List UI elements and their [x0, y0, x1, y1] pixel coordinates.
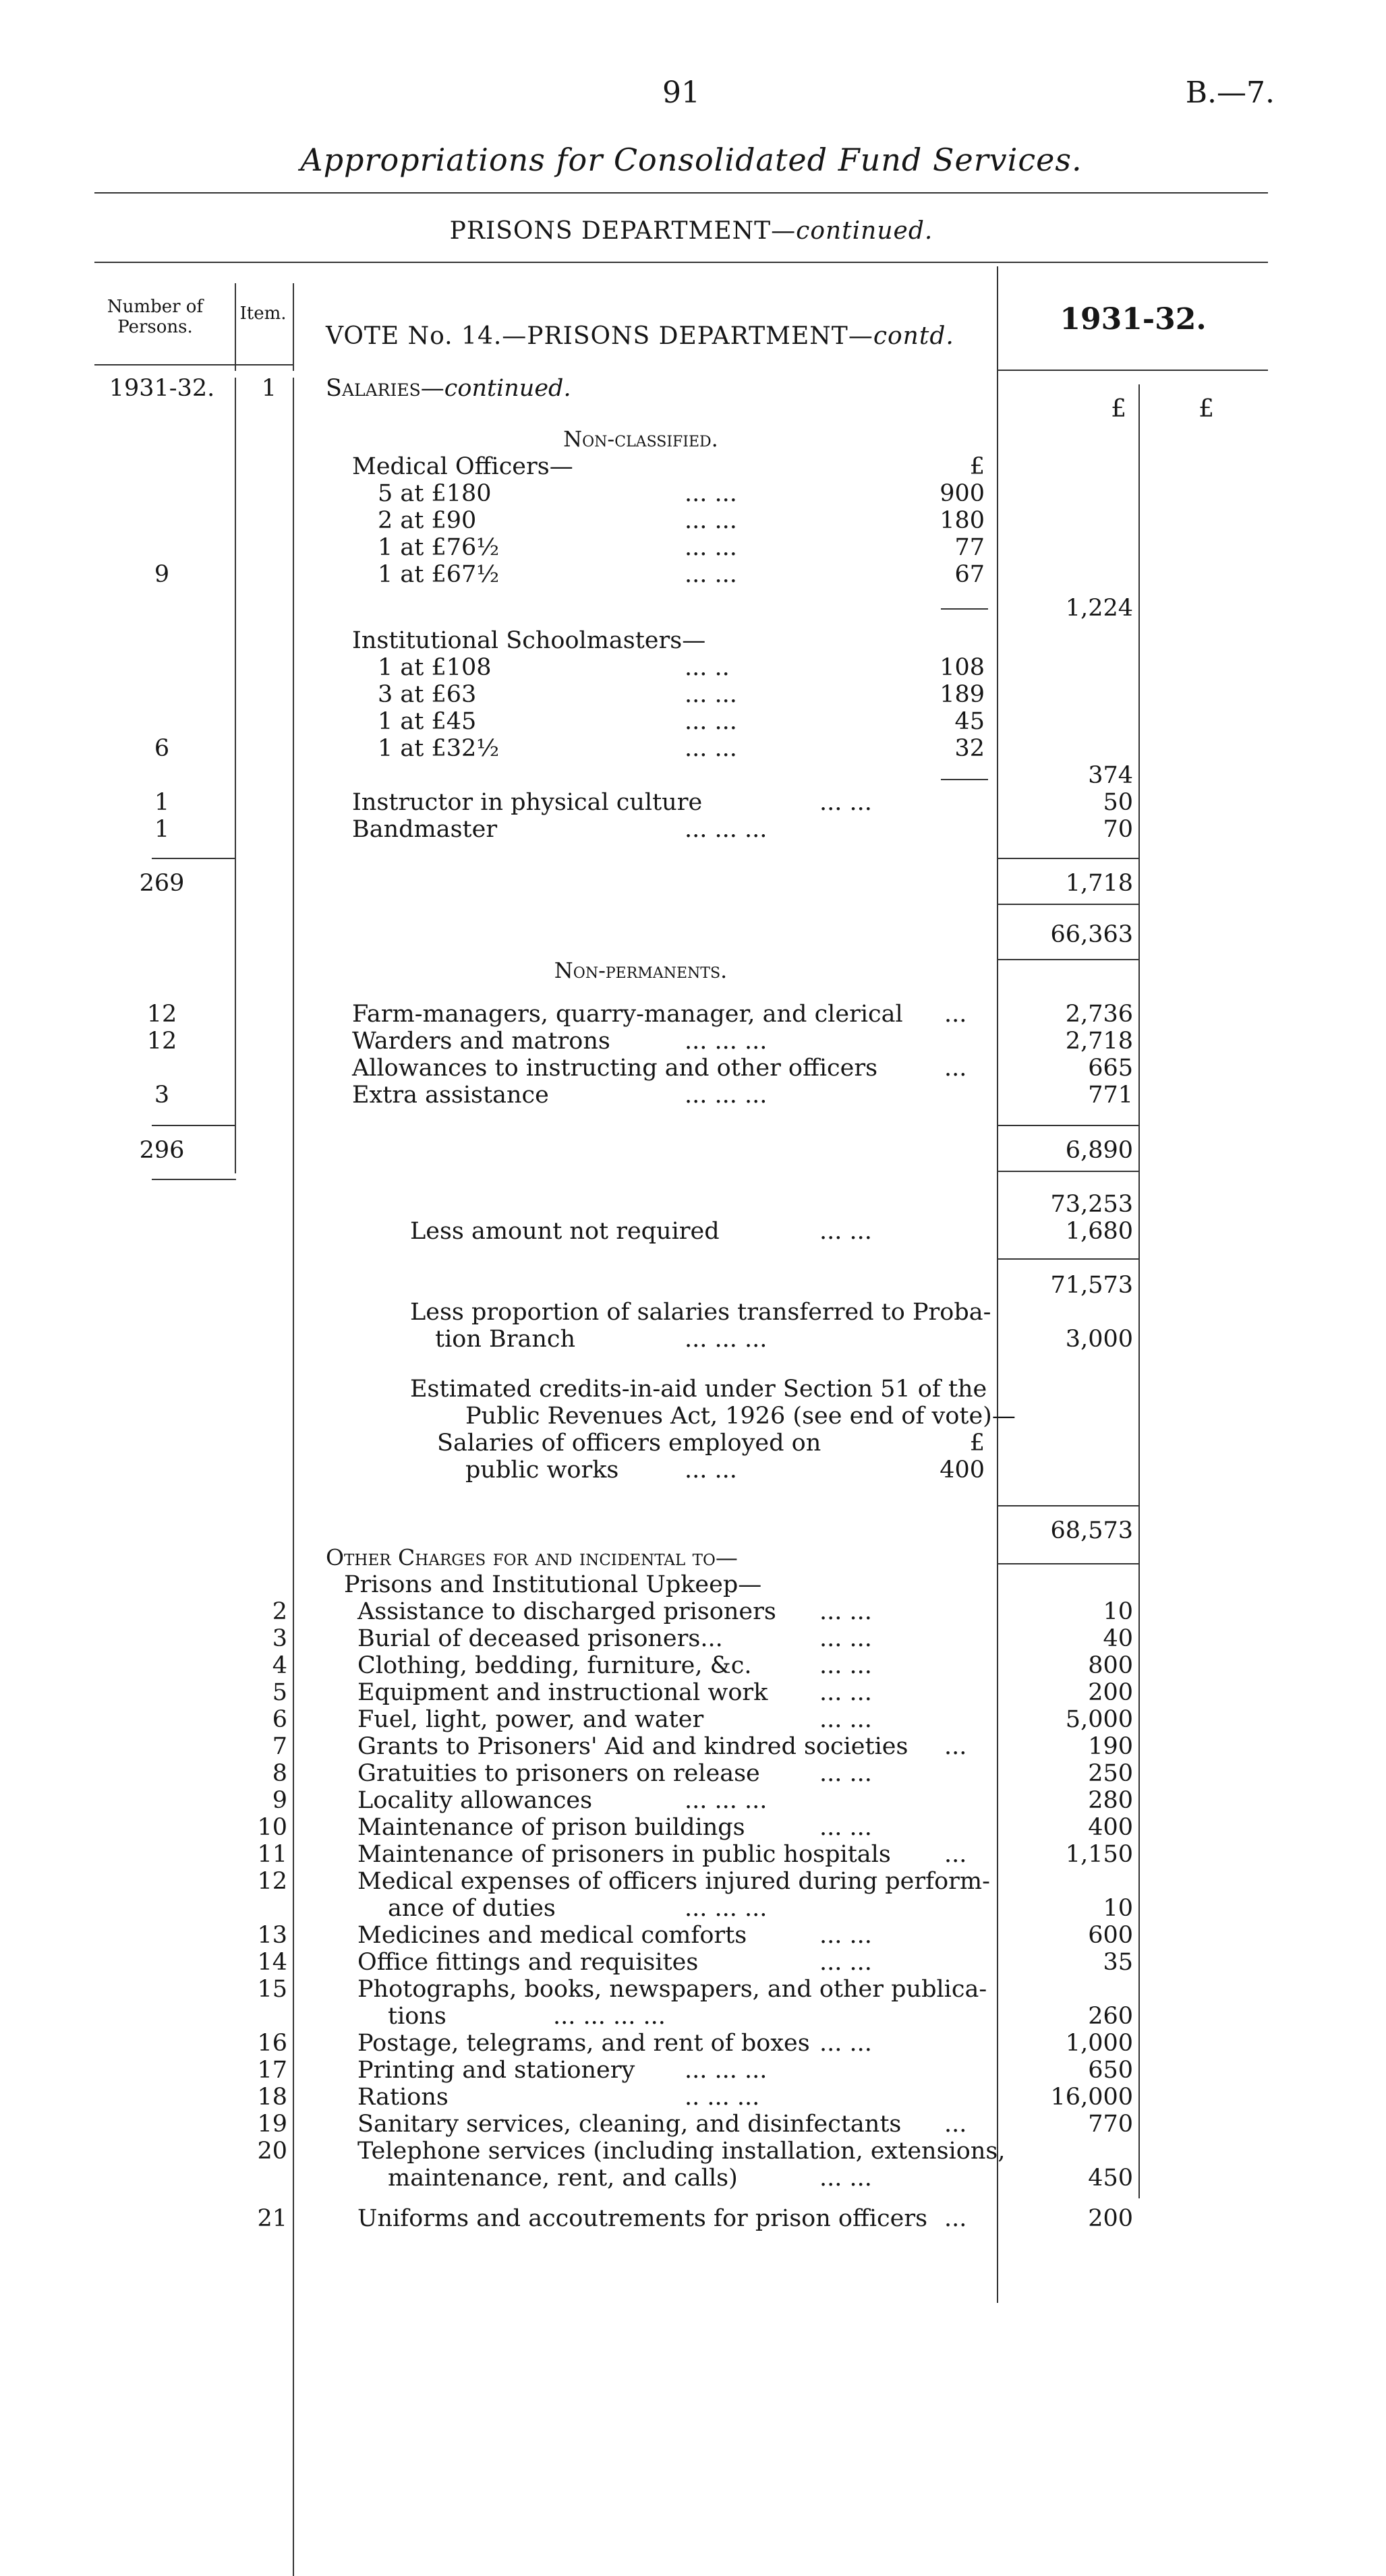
department-heading: PRISONS DEPARTMENT—continued. [449, 217, 933, 245]
net-salaries-total: 68,573 [1050, 1517, 1133, 1544]
salaries-total-rule [998, 959, 1140, 960]
school-row-label: 1 at £108 [378, 654, 492, 681]
charge-dots: ... ... [819, 1922, 872, 1949]
pound-heading-a: £ [1111, 395, 1126, 423]
medical-row-dots: ... ... [685, 507, 737, 534]
charge-item-number: 6 [272, 1706, 287, 1733]
charge-item-number: 12 [257, 1868, 287, 1895]
charge-item-number: 2 [272, 1598, 287, 1625]
charge-amount: 16,000 [1050, 2084, 1133, 2111]
medical-row-dots: ... ... [685, 534, 737, 561]
probation-dots: ... ... ... [685, 1326, 768, 1353]
charge-dots: ... ... ... ... [553, 2003, 666, 2030]
credits-dots: ... ... [685, 1457, 737, 1484]
after-less-rule [998, 1258, 1140, 1260]
charge-item-number: 18 [257, 2084, 287, 2111]
charge-amount: 200 [1088, 2205, 1133, 2232]
nonperm-label: Farm-managers, quarry-manager, and clerical [352, 1001, 903, 1028]
school-row-label: 3 at £63 [378, 681, 477, 708]
charge-amount: 10 [1103, 1598, 1133, 1625]
credits-amount: 400 [940, 1457, 985, 1484]
persons-rule-lower [235, 378, 236, 1173]
medical-officers-heading: Medical Officers— [352, 453, 573, 480]
nonperm-label: Extra assistance [352, 1082, 549, 1109]
charge-item-number: 17 [257, 2057, 287, 2084]
medical-row-label: 1 at £76½ [378, 534, 500, 561]
charge-dots: ... ... [819, 1625, 872, 1652]
charge-dots: ... ... [819, 1679, 872, 1706]
charge-item-number: 13 [257, 1922, 287, 1949]
charge-amount: 35 [1103, 1949, 1133, 1976]
medical-row-amount: 67 [954, 561, 985, 588]
credits-pound: £ [969, 1430, 985, 1457]
salaries-subtotal-rule [998, 904, 1140, 905]
item-rule-lower [293, 378, 294, 2576]
charge-label: Medicines and medical comforts [357, 1922, 747, 1949]
less-not-required-dots: ... ... [819, 1218, 872, 1245]
charge-amount: 10 [1103, 1895, 1133, 1922]
nonperm-amount: 771 [1088, 1082, 1133, 1109]
school-total: 374 [1088, 762, 1133, 789]
school-row-amount: 108 [940, 654, 985, 681]
school-row-amount: 45 [954, 708, 985, 735]
nonperm-label: Warders and matrons [352, 1028, 610, 1055]
persons-total-rule-bottom [152, 1179, 236, 1180]
charge-item-number: 21 [257, 2205, 287, 2232]
charge-amount: 260 [1088, 2003, 1133, 2030]
charge-item-number: 14 [257, 1949, 287, 1976]
nonpermanents-heading: Non-permanents. [554, 958, 728, 983]
item-head-rule [236, 364, 294, 365]
charge-label: Clothing, bedding, furniture, &c. [357, 1652, 752, 1679]
charge-item-number: 11 [257, 1841, 287, 1868]
less-not-required-label: Less amount not required [410, 1218, 720, 1245]
charge-amount: 770 [1088, 2111, 1133, 2138]
charge-label: Grants to Prisoners' Aid and kindred societies [357, 1733, 908, 1760]
school-row-dots: ... ... [685, 681, 737, 708]
charge-label-continuation: tions [388, 2003, 446, 2030]
nonperm-amount: 2,718 [1065, 1028, 1133, 1055]
amount-left-rule [997, 266, 998, 2303]
charge-label-continuation: maintenance, rent, and calls) [388, 2165, 738, 2192]
probation-label-line1: Less proportion of salaries transferred to Proba- [410, 1299, 991, 1326]
year-heading: 1931-32. [1060, 302, 1207, 336]
charge-amount: 250 [1088, 1760, 1133, 1787]
nonperm-label: Allowances to instructing and other officers [352, 1055, 878, 1082]
charge-item-number: 7 [272, 1733, 287, 1760]
upkeep-subheading: Prisons and Institutional Upkeep— [344, 1571, 762, 1598]
charge-amount: 1,150 [1065, 1841, 1133, 1868]
medical-row-label: 2 at £90 [378, 507, 477, 534]
nonperm-amount: 665 [1088, 1055, 1133, 1082]
charge-dots: ... ... [819, 1652, 872, 1679]
school-row-amount: 32 [954, 735, 985, 762]
charge-item-number: 20 [257, 2138, 287, 2165]
school-row-label: 1 at £32½ [378, 735, 500, 762]
nonperm-amount: 2,736 [1065, 1001, 1133, 1028]
other-charges-heading: Other Charges for and incidental to— [326, 1544, 738, 1571]
charge-item-number: 16 [257, 2030, 287, 2057]
nonperm-total-rule-bottom [998, 1171, 1140, 1172]
nonperm-persons: 12 [146, 1028, 177, 1055]
nonperm-dots: ... ... ... [685, 1028, 768, 1055]
nonperm-total: 6,890 [1065, 1137, 1133, 1164]
pound-heading-b: £ [1199, 395, 1214, 423]
charge-label: Uniforms and accoutrements for prison officers [357, 2205, 928, 2232]
charge-label-continuation: ance of duties [388, 1895, 556, 1922]
charge-label: Equipment and instructional work [357, 1679, 768, 1706]
charge-label: Fuel, light, power, and water [357, 1706, 704, 1733]
charge-item-number: 4 [272, 1652, 287, 1679]
net-salaries-rule-top [998, 1505, 1140, 1506]
medical-row-dots: ... ... [685, 480, 737, 507]
school-row-dots: ... ... [685, 735, 737, 762]
credits-line1: Estimated credits-in-aid under Section 51 of the [410, 1376, 987, 1403]
credits-line3: Salaries of officers employed on [437, 1430, 821, 1457]
salaries-year: 1931-32. [109, 375, 215, 402]
charge-amount: 190 [1088, 1733, 1133, 1760]
bandmaster-persons: 1 [154, 816, 170, 843]
salaries-subtotal: 1,718 [1065, 870, 1133, 897]
charge-label: Assistance to discharged prisoners [357, 1598, 776, 1625]
schoolmasters-heading: Institutional Schoolmasters— [352, 627, 706, 654]
charge-amount: 1,000 [1065, 2030, 1133, 2057]
charge-dots: ... ... ... [685, 1895, 768, 1922]
charge-label: Photographs, books, newspapers, and other publica- [357, 1976, 987, 2003]
persons-item-divider [235, 283, 236, 371]
gross-total: 73,253 [1050, 1191, 1133, 1218]
nonperm-dots: ... ... ... [685, 1082, 768, 1109]
salaries-heading: Salaries—continued. [326, 375, 571, 402]
charge-amount: 40 [1103, 1625, 1133, 1652]
charge-dots: ... ... ... [685, 1787, 768, 1814]
instructor-persons: 1 [154, 789, 170, 816]
charge-label: Maintenance of prisoners in public hospitals [357, 1841, 891, 1868]
charge-amount: 450 [1088, 2165, 1133, 2192]
charge-label: Telephone services (including installation, extensions, [357, 2138, 1006, 2165]
bandmaster-dots: ... ... ... [685, 816, 768, 843]
salaries-total: 66,363 [1050, 921, 1133, 948]
charge-amount: 280 [1088, 1787, 1133, 1814]
charge-label: Burial of deceased prisoners... [357, 1625, 723, 1652]
charge-item-number: 5 [272, 1679, 287, 1706]
persons-total-rule [152, 1125, 236, 1126]
probation-amount: 3,000 [1065, 1326, 1133, 1353]
school-persons-count: 6 [154, 735, 170, 762]
charge-item-number: 15 [257, 1976, 287, 2003]
medical-row-amount: 77 [954, 534, 985, 561]
title-rule [94, 192, 1268, 194]
charge-dots: ... ... [819, 1814, 872, 1841]
medical-sum-rule [941, 608, 988, 610]
charge-label: Rations [357, 2084, 449, 2111]
persons-head-rule [94, 364, 236, 365]
charge-amount: 800 [1088, 1652, 1133, 1679]
salaries-item-number: 1 [261, 375, 277, 402]
charge-label: Gratuities to prisoners on release [357, 1760, 760, 1787]
inner-pound-heading: £ [969, 453, 985, 480]
charge-dots: ... ... [819, 1598, 872, 1625]
charge-item-number: 10 [257, 1814, 287, 1841]
probation-label-line2: tion Branch [435, 1326, 576, 1353]
charge-dots: ... ... ... [685, 2057, 768, 2084]
instructor-label: Instructor in physical culture [352, 789, 703, 816]
medical-total: 1,224 [1065, 595, 1133, 622]
total-persons: 296 [139, 1137, 185, 1164]
nonperm-dots: ... [944, 1001, 967, 1028]
charge-item-number: 3 [272, 1625, 287, 1652]
year-head-rule [998, 370, 1268, 371]
nonperm-dots: ... [944, 1055, 967, 1082]
nonclassified-heading: Non-classified. [563, 426, 718, 452]
charge-amount: 400 [1088, 1814, 1133, 1841]
nonperm-total-rule-top [998, 1125, 1140, 1126]
medical-row-amount: 180 [940, 507, 985, 534]
charge-dots: ... [944, 1733, 967, 1760]
document-code: B.—7. [1185, 76, 1275, 110]
school-row-dots: ... ... [685, 708, 737, 735]
charge-dots: ... ... [819, 1760, 872, 1787]
persons-subtotal-rule [152, 858, 236, 859]
charge-label: Office fittings and requisites [357, 1949, 699, 1976]
charge-item-number: 8 [272, 1760, 287, 1787]
column-item-heading: Item. [239, 303, 287, 324]
vote-title: VOTE No. 14.—PRISONS DEPARTMENT—contd. [326, 322, 954, 350]
charge-dots: ... [944, 2205, 967, 2232]
medical-row-label: 1 at £67½ [378, 561, 500, 588]
instructor-amount: 50 [1103, 789, 1133, 816]
charge-dots: ... [944, 1841, 967, 1868]
page-number: 91 [662, 76, 700, 110]
charge-amount: 5,000 [1065, 1706, 1133, 1733]
charge-label: Locality allowances [357, 1787, 593, 1814]
charge-amount: 650 [1088, 2057, 1133, 2084]
charge-amount: 600 [1088, 1922, 1133, 1949]
credits-line4: public works [465, 1457, 619, 1484]
school-row-dots: ... .. [685, 654, 730, 681]
charge-label: Maintenance of prison buildings [357, 1814, 745, 1841]
charge-label: Sanitary services, cleaning, and disinfectants [357, 2111, 902, 2138]
charge-label: Printing and stationery [357, 2057, 635, 2084]
instructor-dots: ... ... [819, 789, 872, 816]
column-persons-heading: Number of Persons. [107, 297, 204, 337]
charge-dots: ... ... [819, 1706, 872, 1733]
bandmaster-amount: 70 [1103, 816, 1133, 843]
charge-dots: .. ... ... [685, 2084, 760, 2111]
nonperm-persons: 3 [154, 1082, 170, 1109]
medical-persons-count: 9 [154, 561, 170, 588]
charge-item-number: 9 [272, 1787, 287, 1814]
salaries-persons-subtotal: 269 [139, 870, 185, 897]
charge-dots: ... [944, 2111, 967, 2138]
school-row-amount: 189 [940, 681, 985, 708]
medical-row-amount: 900 [940, 480, 985, 507]
nonperm-persons: 12 [146, 1001, 177, 1028]
school-row-label: 1 at £45 [378, 708, 477, 735]
bandmaster-label: Bandmaster [352, 816, 498, 843]
charge-dots: ... ... [819, 1949, 872, 1976]
net-salaries-rule-bottom [998, 1563, 1140, 1564]
amount-subtotal-rule [998, 858, 1140, 859]
medical-row-label: 5 at £180 [378, 480, 492, 507]
medical-row-dots: ... ... [685, 561, 737, 588]
charge-label: Medical expenses of officers injured during perform- [357, 1868, 990, 1895]
less-not-required-amount: 1,680 [1065, 1218, 1133, 1245]
page-title: Appropriations for Consolidated Fund Services. [300, 142, 1082, 178]
school-sum-rule [941, 779, 988, 780]
charge-amount: 200 [1088, 1679, 1133, 1706]
charge-label: Postage, telegrams, and rent of boxes [357, 2030, 810, 2057]
charge-dots: ... ... [819, 2165, 872, 2192]
charge-dots: ... ... [819, 2030, 872, 2057]
charge-item-number: 19 [257, 2111, 287, 2138]
item-vote-divider [293, 283, 294, 371]
amount-mid-rule [1138, 384, 1140, 2198]
after-less-total: 71,573 [1050, 1272, 1133, 1299]
credits-line2: Public Revenues Act, 1926 (see end of vote)— [465, 1403, 1016, 1430]
header-rule [94, 262, 1268, 263]
